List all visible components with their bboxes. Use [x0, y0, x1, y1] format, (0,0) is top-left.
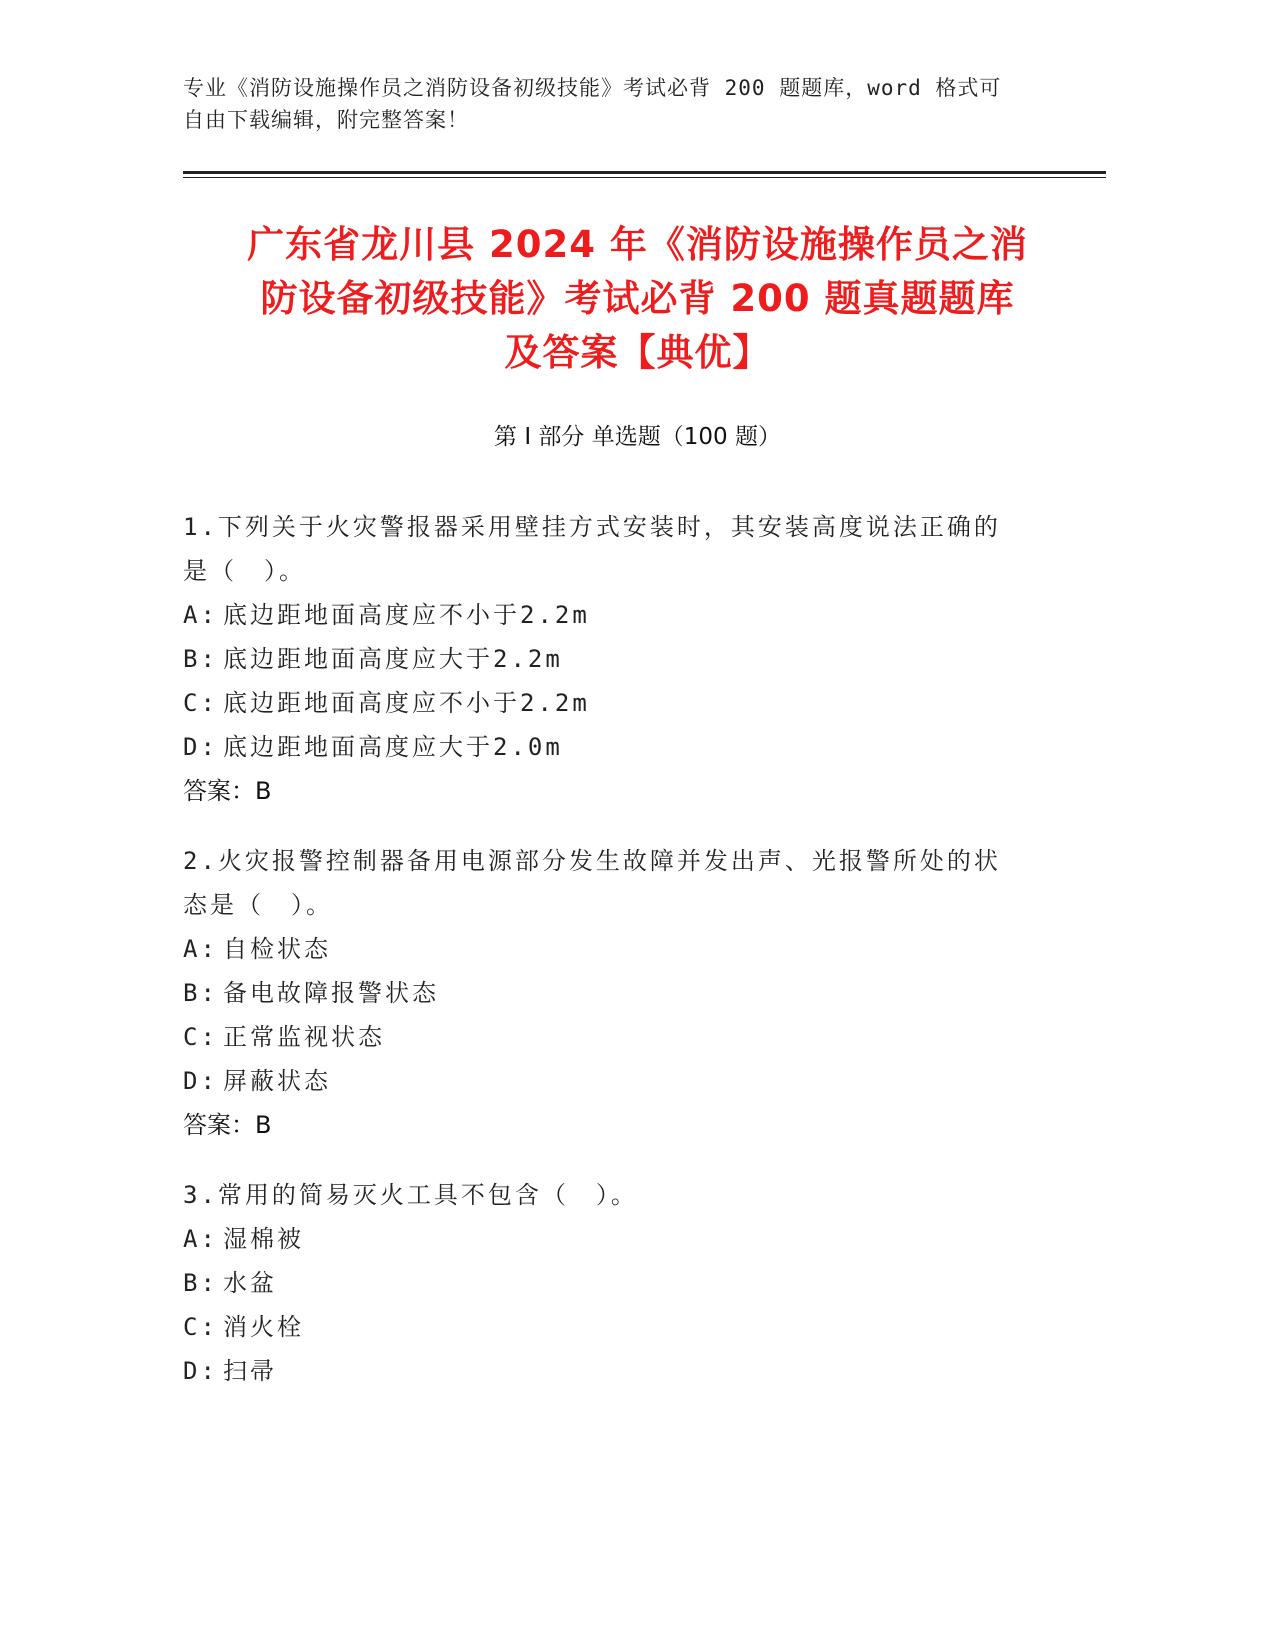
option-c: [183, 1015, 1083, 1059]
option-c: [183, 681, 1083, 725]
option-key: C:: [183, 1023, 218, 1051]
question-stem: 1.下列关于火灾警报器采用壁挂方式安装时，其安装高度说法正确的: [183, 513, 1001, 541]
option-key: B:: [183, 645, 218, 673]
option-text: 屏蔽状态: [223, 1067, 331, 1095]
document-title: [160, 218, 1115, 380]
option-text: 湿棉被: [223, 1225, 304, 1253]
option-key: D:: [183, 733, 218, 761]
answer: 答案：B: [183, 1111, 272, 1139]
header-note-line: 自由下载编辑，附完整答案！: [183, 108, 469, 132]
option-d: [183, 1349, 1083, 1393]
option-key: B:: [183, 1269, 218, 1297]
option-text: 正常监视状态: [223, 1023, 385, 1051]
section-title: 第 I 部分 单选题（100 题）: [494, 424, 781, 450]
question-list: [183, 505, 1083, 1419]
option-key: D:: [183, 1067, 218, 1095]
option-text: 底边距地面高度应大于2.2m: [223, 645, 563, 673]
option-key: C:: [183, 689, 218, 717]
title-line: 及答案【典优】: [504, 331, 771, 374]
question-stem: 2.火灾报警控制器备用电源部分发生故障并发出声、光报警所处的状: [183, 847, 1001, 875]
answer: 答案：B: [183, 777, 272, 805]
question-1: [183, 505, 1083, 813]
option-c: [183, 1305, 1083, 1349]
question-2: [183, 839, 1083, 1147]
question-stem: 3.常用的简易灭火工具不包含（ ）。: [183, 1181, 638, 1209]
option-b: [183, 1261, 1083, 1305]
option-a: [183, 593, 1083, 637]
option-key: D:: [183, 1357, 218, 1385]
option-text: 底边距地面高度应大于2.0m: [223, 733, 563, 761]
question-3: [183, 1173, 1083, 1393]
option-text: 自检状态: [223, 935, 331, 963]
header-divider: [183, 171, 1106, 174]
option-key: A:: [183, 935, 218, 963]
question-stem: 态是（ ）。: [183, 891, 333, 919]
option-text: 底边距地面高度应不小于2.2m: [223, 689, 590, 717]
option-d: [183, 1059, 1083, 1103]
question-stem: 是（ ）。: [183, 557, 306, 585]
option-key: B:: [183, 979, 218, 1007]
option-a: [183, 927, 1083, 971]
title-line: 防设备初级技能》考试必背 200 题真题题库: [260, 277, 1015, 320]
option-key: C:: [183, 1313, 218, 1341]
option-b: [183, 971, 1083, 1015]
header-note: [183, 72, 1083, 136]
option-text: 底边距地面高度应不小于2.2m: [223, 601, 590, 629]
header-divider-thin: [183, 177, 1106, 178]
option-key: A:: [183, 601, 218, 629]
option-text: 备电故障报警状态: [223, 979, 439, 1007]
header-note-line: 专业《消防设施操作员之消防设备初级技能》考试必背 200 题题库，word 格式可: [183, 76, 1002, 100]
option-a: [183, 1217, 1083, 1261]
title-line: 广东省龙川县 2024 年《消防设施操作员之消: [247, 223, 1028, 266]
option-text: 消火栓: [223, 1313, 304, 1341]
option-text: 水盆: [223, 1269, 277, 1297]
option-b: [183, 637, 1083, 681]
option-key: A:: [183, 1225, 218, 1253]
option-text: 扫帚: [223, 1357, 277, 1385]
option-d: [183, 725, 1083, 769]
